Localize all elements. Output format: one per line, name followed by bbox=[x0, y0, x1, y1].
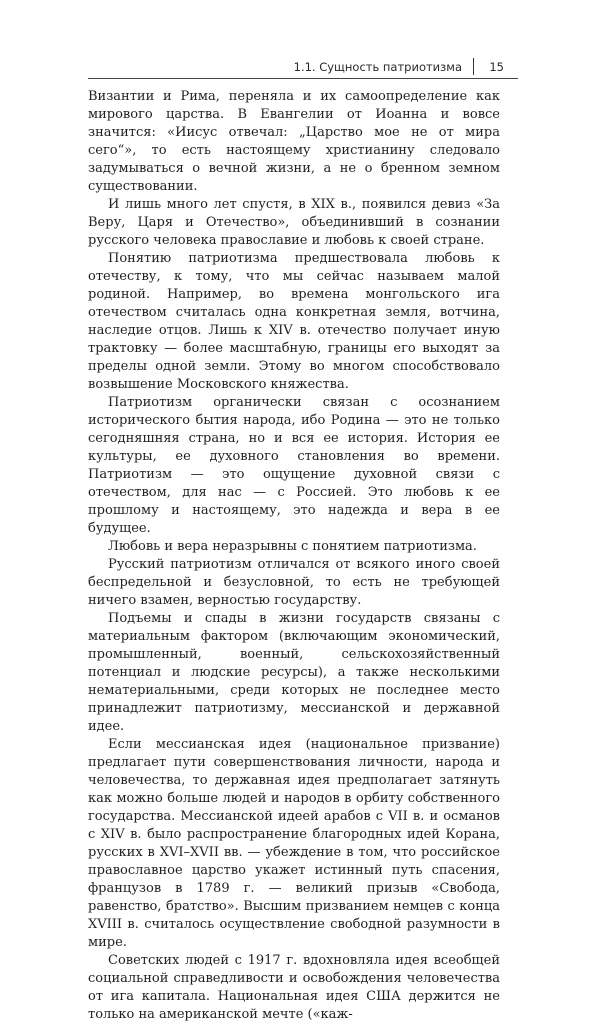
paragraph: Если мессианская идея (национальное призвание) предлагает пути совершенствования личности, народа и человечества, то державная идея предполагает затянуть как можно больше людей и народов в орбиту собственного государства. Мессианской идеей арабов с VII в. и османов с XIV в. было распространение благородных идей Корана, русских в XVI–XVII вв. — убеждение в том, что российское православное царство укажет истинный путь спасения, французов в 1789 г. — великий призыв «Свобода, равенство, братство». Высшим призванием немцев с конца XVIII в. считалось осуществление свободной разумности в мире. bbox=[88, 737, 500, 950]
paragraph: Советских людей с 1917 г. вдохновляла идея всеобщей социальной справедливости и освобождения человечества от ига капитала. Национальная идея США держится не только на американской мечте («каж- bbox=[88, 953, 500, 1022]
running-head bbox=[88, 58, 518, 78]
paragraph: Любовь и вера неразрывны с понятием патриотизма. bbox=[108, 539, 477, 554]
body-text bbox=[88, 88, 500, 1024]
header-rule bbox=[88, 78, 518, 79]
paragraph: Патриотизм органически связан с осознанием исторического бытия народа, ибо Родина — это не только сегодняшняя страна, но и вся ее история. История ее культуры, ее духовного становления во времени. Патриотизм — это ощущение духовной связи с отечеством, для нас — с Россией. Это любовь к ее прошлому и настоящему, это надежда и вера в ее будущее. bbox=[88, 395, 500, 536]
paragraph: Понятию патриотизма предшествовала любовь к отечеству, к тому, что мы сейчас называем малой родиной. Например, во времена монгольского ига отечеством считалась одна конкретная земля, вотчина, наследие отцов. Лишь к XIV в. отечество получает иную трактовку — более масштабную, границы его выходят за пределы одной земли. Этому во многом способствовало возвышение Московского княжества. bbox=[88, 251, 500, 392]
paragraph: Подъемы и спады в жизни государств связаны с материальным фактором (включающим экономический, промышленный, военный, сельскохозяйственный потенциал и людские ресурсы), а также несколькими нематериальными, среди которых не последнее место принадлежит патриотизму, мессианской и державной идее. bbox=[88, 611, 500, 734]
header-divider bbox=[473, 58, 474, 75]
page-number: 15 bbox=[489, 60, 504, 74]
paragraph: Византии и Рима, переняла и их самоопределение как мирового царства. В Евангелии от Иоанна и вовсе значится: «Иисус отвечал: „Царство мое не от мира сего“», то есть настоящему христианину следовало задумываться о вечной жизни, а не о бренном земном существовании. bbox=[88, 89, 500, 194]
chapter-title: 1.1. Сущность патриотизма bbox=[293, 60, 462, 74]
paragraph: Русский патриотизм отличался от всякого иного своей беспредельной и безусловной, то есть не требующей ничего взамен, верностью государству. bbox=[88, 557, 500, 608]
paragraph: И лишь много лет спустя, в XIX в., появился девиз «За Веру, Царя и Отечество», объединивший в сознании русского человека православие и любовь к своей стране. bbox=[88, 197, 500, 248]
